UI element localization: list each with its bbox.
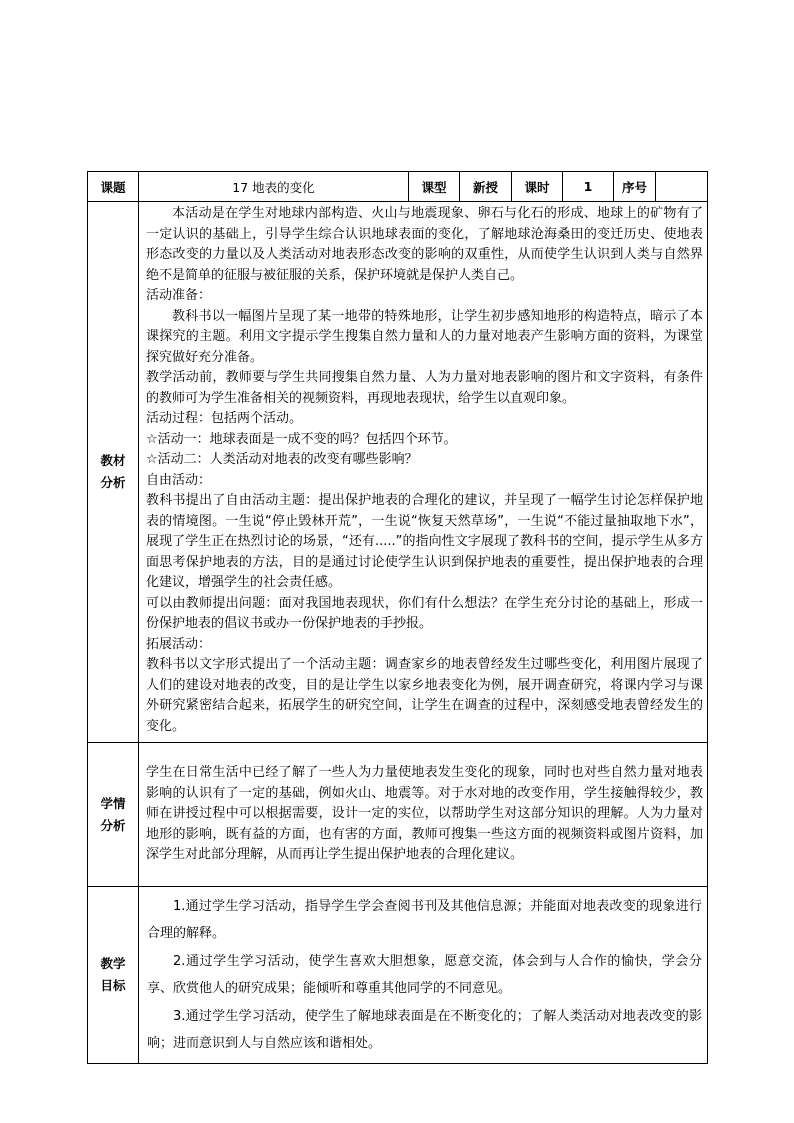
- material-heading: 自由活动：: [146, 472, 212, 488]
- material-paragraph: 可以由教师提出问题：面对我国地表现状，你们有什么想法？在学生充分讨论的基础上，形成一份保护地表的倡议书或办一份保护地表的手抄报。: [146, 595, 703, 631]
- material-activity-item: ☆活动一：地球表面是一成不变的吗？包括四个环节。: [146, 431, 457, 447]
- topic-value: 17 地表的变化: [139, 172, 409, 202]
- teaching-goals-label: [88, 887, 139, 1064]
- material-heading: 活动过程：包括两个活动。: [146, 411, 303, 426]
- goal-item: 1.通过学生学习活动，指导学生学会查阅书刊及其他信息源；并能面对地表改变的现象进行合理的解释。: [147, 898, 702, 941]
- hours-label: 课时: [512, 172, 563, 202]
- material-paragraph: 教学活动前，教师要与学生共同搜集自然力量、人为力量对地表影响的图片和文字资料，有条件的教师可为学生准备相关的视频资料，再现地表现状，给学生以直观印象。: [146, 370, 703, 406]
- material-analysis-label: [88, 202, 139, 743]
- student-situation-label: [88, 743, 139, 887]
- material-paragraph: 教科书以文字形式提出了一个活动主题：调查家乡的地表曾经发生过哪些变化，利用图片展现了人们的建设对地表的改变，目的是让学生以家乡地表变化为例，展开调查研究，将课内学习与课外研究紧密结合起来，拓展学生的研究空间，让学生在调查的过程中，深刻感受地表曾经发生的变化。: [146, 657, 703, 734]
- material-analysis-row: [88, 202, 708, 743]
- goal-item: 2.通过学生学习活动，使学生喜欢大胆想象，愿意交流，体会到与人合作的愉快，学会分享、欣赏他人的研究成果；能倾听和尊重其他同学的不同意见。: [147, 953, 702, 996]
- situation-label-line2: 分析: [100, 817, 126, 833]
- goal-item: 3.通过学生学习活动，使学生了解地球表面是在不断变化的；了解人类活动对地表改变的影响；进而意识到人与自然应该和谐相处。: [147, 1008, 702, 1051]
- student-situation-row: [88, 743, 708, 887]
- material-heading: 活动准备：: [146, 288, 212, 303]
- type-value: 新授: [460, 172, 512, 202]
- situation-label-line1: 学情: [100, 795, 126, 811]
- situation-paragraph: 学生在日常生活中已经了解了一些人为力量使地表发生变化的现象，同时也对些自然力量对地表影响的认识有了一定的基础，例如火山、地震等。对于水对地的改变作用，学生接触得较少，教师在讲授过程中可以根据需要，设计一定的实位，以帮助学生对这部分知识的理解。人为力量对地形的影响，既有益的方面，也有害的方面，教师可搜集一些这方面的视频资料或图片资料，加深学生对此部分理解，从而再让学生提出保护地表的合理化建议。: [146, 765, 703, 863]
- material-analysis-content: [139, 202, 708, 743]
- student-situation-content: [139, 743, 708, 887]
- material-paragraph: 本活动是在学生对地球内部构造、火山与地震现象、卵石与化石的形成、地球上的矿物有了一定认识的基础上，引导学生综合认识地球表面的变化，了解地球沧海桑田的变迁历史、使地表形态改变的力量以及人类活动对地表形态改变的影响的双重性，从而使学生认识到人类与自然界绝不是简单的征服与被征服的关系，保护环境就是保护人类自己。: [146, 206, 703, 283]
- goals-label-line2: 目标: [100, 978, 126, 993]
- material-label-line1: 教材: [100, 453, 126, 468]
- material-heading: 拓展活动：: [146, 636, 212, 652]
- goals-label-line1: 教学: [100, 956, 126, 971]
- hours-value: 1: [563, 172, 614, 202]
- material-label-line2: 分析: [100, 475, 126, 490]
- material-paragraph: 教科书以一幅图片呈现了某一地带的特殊地形，让学生初步感知地形的构造特点，暗示了本课探究的主题。利用文字提示学生搜集自然力量和人的力量对地表产生影响方面的资料，为课堂探究做好充分准备。: [146, 308, 703, 365]
- topic-label: 课题: [88, 172, 139, 202]
- seq-value: [656, 172, 708, 202]
- teaching-goals-row: [88, 887, 708, 1064]
- type-label: 课型: [409, 172, 460, 202]
- material-paragraph: 教科书提出了自由活动主题：提出保护地表的合理化的建议，并呈现了一幅学生讨论怎样保护地表的情境图。一生说“停止毁林开荒”，一生说“恢复天然草场”，一生说“不能过量抽取地下水”，展现了学生正在热烈讨论的场景，“还有.....”的指向性文字展现了教科书的空间，提示学生从多方面思考保护地表的方法，目的是通过讨论使学生认识到保护地表的重要性，提出保护地表的合理化建议，增强学生的社会责任感。: [146, 493, 703, 590]
- seq-label: 序号: [614, 172, 656, 202]
- lesson-plan-table: [87, 171, 708, 1064]
- header-row: [88, 172, 708, 202]
- teaching-goals-content: [139, 887, 708, 1064]
- material-activity-item: ☆活动二：人类活动对地表的改变有哪些影响？: [146, 452, 418, 467]
